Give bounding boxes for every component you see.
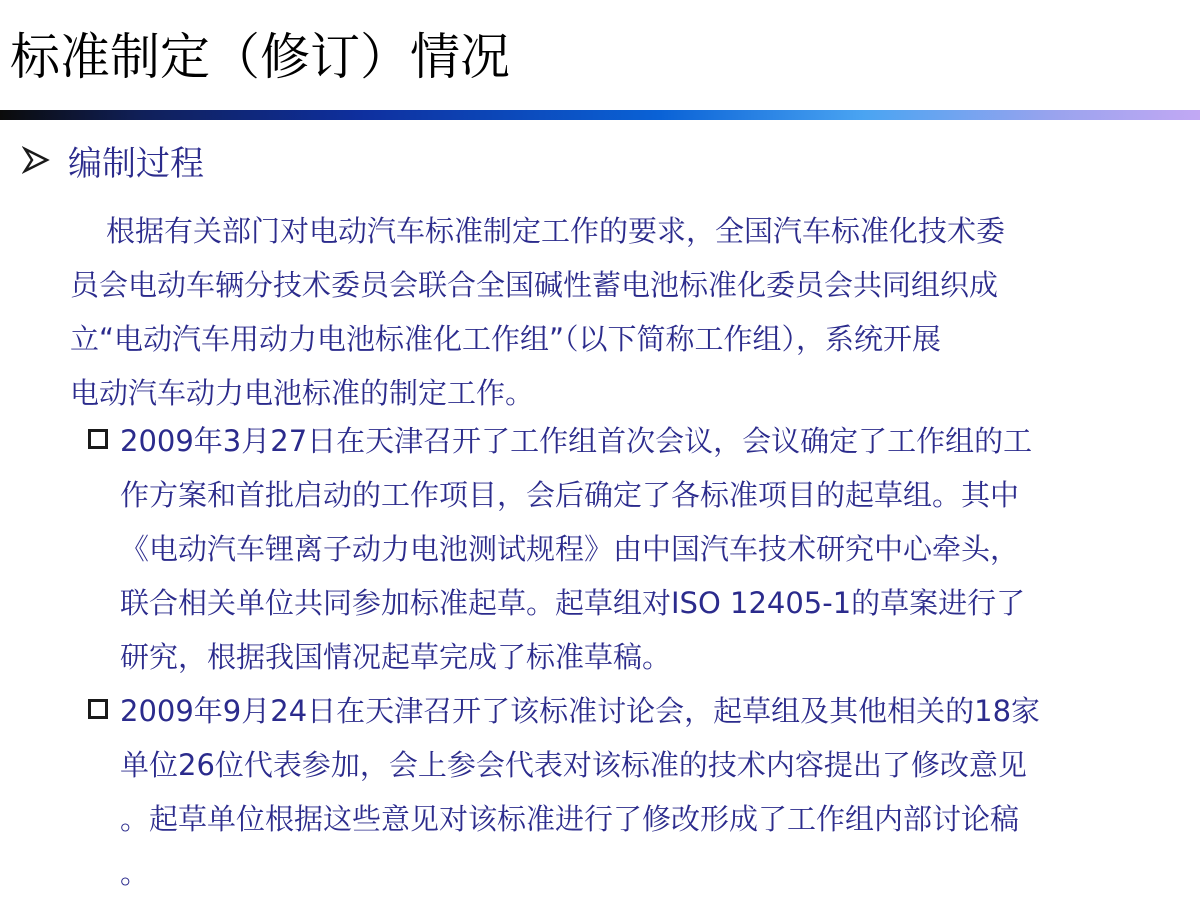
intro-line: 员会电动车辆分技术委员会联合全国碱性蓄电池标准化委员会共同组织成	[70, 268, 999, 302]
bullet-text	[120, 414, 1160, 684]
bullet-line: 2009年3月27日在天津召开了工作组首次会议，会议确定了工作组的工	[120, 424, 1033, 458]
slide-title: 标准制定（修订）情况	[10, 28, 510, 86]
bullet-line: 。起草单位根据这些意见对该标准进行了修改形成了工作组内部讨论稿	[120, 802, 1020, 836]
intro-line: 电动汽车动力电池标准的制定工作。	[70, 376, 535, 410]
square-bullet-icon	[88, 429, 108, 449]
section-heading	[22, 138, 204, 182]
bullet-line: 2009年9月24日在天津召开了该标准讨论会，起草组及其他相关的18家	[120, 694, 1041, 728]
section-heading-text: 编制过程	[68, 143, 204, 184]
bullet-text	[120, 684, 1160, 900]
intro-paragraph	[70, 204, 1170, 420]
arrow-bullet-icon	[22, 146, 50, 174]
bullet-line: 研究，根据我国情况起草完成了标准草稿。	[120, 640, 672, 674]
bullet-line: 。	[120, 856, 150, 890]
intro-line: 根据有关部门对电动汽车标准制定工作的要求，全国汽车标准化技术委	[106, 214, 1006, 248]
square-bullet-icon	[88, 699, 108, 719]
title-divider	[0, 110, 1200, 120]
intro-line: 立“电动汽车用动力电池标准化工作组”（以下简称工作组），系统开展	[70, 322, 942, 356]
bullet-line: 单位26位代表参加，会上参会代表对该标准的技术内容提出了修改意见	[120, 748, 1027, 782]
bullet-item-meeting-1	[88, 414, 1168, 684]
bullet-line: 联合相关单位共同参加标准起草。起草组对ISO 12405-1的草案进行了	[120, 586, 1026, 620]
bullet-item-meeting-2	[88, 684, 1168, 900]
bullet-line: 《电动汽车锂离子动力电池测试规程》由中国汽车技术研究中心牵头，	[120, 532, 1020, 566]
bullet-line: 作方案和首批启动的工作项目，会后确定了各标准项目的起草组。其中	[120, 478, 1020, 512]
